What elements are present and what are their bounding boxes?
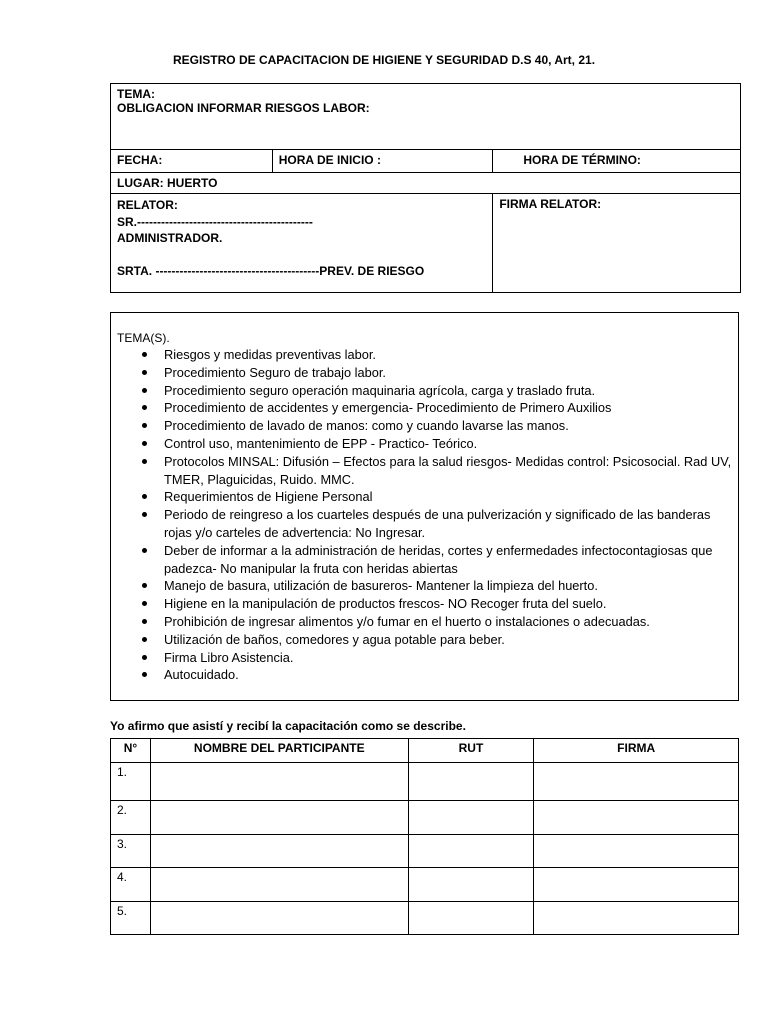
affirmation-text: Yo afirmo que asistí y recibí la capacitación como se describe. [110,719,466,733]
column-header-number: N° [111,739,151,763]
list-item: Higiene en la manipulación de productos frescos- NO Recoger fruta del suelo. [164,595,734,613]
document-title: REGISTRO DE CAPACITACION DE HIGIENE Y SEGURIDAD D.S 40, Art, 21. [172,53,596,67]
signature-cell[interactable] [534,763,739,801]
tema-cell [111,84,741,150]
list-item: Deber de informar a la administración de heridas, cortes y enfermedades infectocontagiosas que padezca- No manipular la fruta con heridas abiertas [164,542,734,578]
column-header-name: NOMBRE DEL PARTICIPANTE [150,739,408,763]
signature-cell[interactable] [534,868,739,902]
name-cell[interactable] [150,763,408,801]
lugar-cell: LUGAR: HUERTO [111,173,741,194]
list-item: Procedimiento Seguro de trabajo labor. [164,364,734,382]
hora-termino-label: HORA DE TÉRMINO: [493,150,741,173]
list-item: Autocuidado. [164,666,734,684]
signature-cell[interactable] [534,835,739,868]
rut-cell[interactable] [408,868,534,902]
list-item: Periodo de reingreso a los cuarteles después de una pulverización y significado de las banderas rojas y/o carteles de advertencia: No Ingresar. [164,506,734,542]
relator-admin: ADMINISTRADOR. [117,231,223,245]
fecha-label: FECHA: [111,150,273,173]
table-row [111,868,739,902]
rut-cell[interactable] [408,902,534,935]
row-number: 4. [111,868,151,902]
hora-inicio-label: HORA DE INICIO : [272,150,493,173]
header-table [110,83,741,293]
list-item: Procedimiento de accidentes y emergencia- Procedimiento de Primero Auxilios [164,399,734,417]
list-item: Procedimiento seguro operación maquinaria agrícola, carga y traslado fruta. [164,382,734,400]
list-item: Protocolos MINSAL: Difusión – Efectos para la salud riesgos- Medidas control: Psicosocial. Rad UV, TMER, Plaguicidas, Ruido. MMC. [164,453,734,489]
list-item: Prohibición de ingresar alimentos y/o fumar en el huerto o instalaciones o adecuadas. [164,613,734,631]
tema-value: OBLIGACION INFORMAR RIESGOS LABOR: [117,101,370,115]
topics-header: TEMA(S). [117,331,170,345]
tema-label: TEMA: [117,87,155,101]
column-header-rut: RUT [408,739,534,763]
name-cell[interactable] [150,868,408,902]
signature-cell[interactable] [534,902,739,935]
row-number: 5. [111,902,151,935]
signature-cell[interactable] [534,801,739,835]
firma-relator-label: FIRMA RELATOR: [499,197,602,211]
list-item: Manejo de basura, utilización de basureros- Mantener la limpieza del huerto. [164,577,734,595]
column-header-firma: FIRMA [534,739,739,763]
topics-list [111,346,734,684]
rut-cell[interactable] [408,763,534,801]
row-number: 1. [111,763,151,801]
rut-cell[interactable] [408,801,534,835]
relator-sr: SR.-------------------------------------------- [117,214,313,229]
list-item: Riesgos y medidas preventivas labor. [164,346,734,364]
list-item: Utilización de baños, comedores y agua potable para beber. [164,631,734,649]
topics-box [110,312,739,701]
list-item: Firma Libro Asistencia. [164,649,734,667]
row-number: 3. [111,835,151,868]
name-cell[interactable] [150,902,408,935]
table-row [111,763,739,801]
name-cell[interactable] [150,801,408,835]
table-row [111,902,739,935]
table-row [111,835,739,868]
participants-table [110,738,739,935]
row-number: 2. [111,801,151,835]
relator-cell [111,194,493,293]
firma-relator-cell [493,194,741,293]
relator-label: RELATOR: [117,198,178,212]
list-item: Control uso, mantenimiento de EPP - Practico- Teórico. [164,435,734,453]
relator-srta: SRTA. -----------------------------------------PREV. DE RIESGO [117,263,425,278]
list-item: Procedimiento de lavado de manos: como y cuando lavarse las manos. [164,417,734,435]
table-row [111,801,739,835]
list-item: Requerimientos de Higiene Personal [164,488,734,506]
name-cell[interactable] [150,835,408,868]
rut-cell[interactable] [408,835,534,868]
